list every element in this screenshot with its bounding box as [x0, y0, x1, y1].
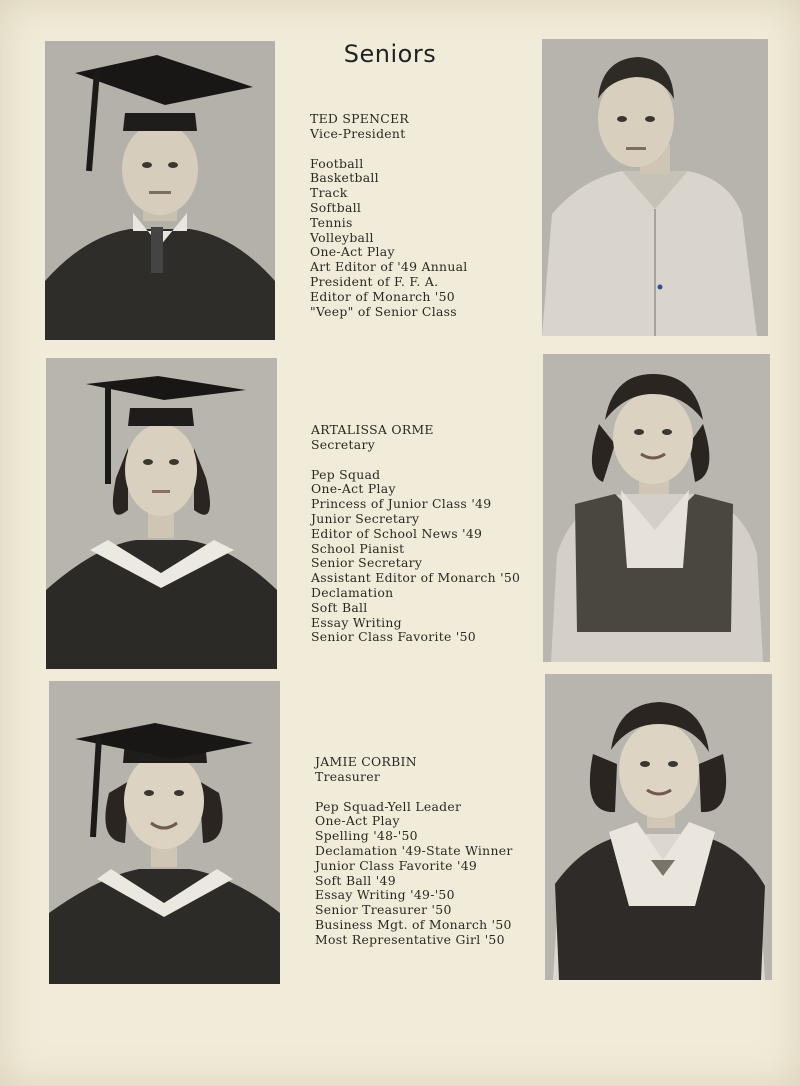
student-office: Secretary	[311, 436, 376, 452]
activity-item: Assistant Editor of Monarch '50	[311, 570, 521, 586]
student-name: JAMIE CORBIN	[315, 754, 417, 769]
spacer	[315, 785, 513, 800]
activity-item: Tennis	[310, 214, 353, 230]
activity-item: Business Mgt. of Monarch '50	[315, 916, 512, 932]
student-name: TED SPENCER	[310, 111, 410, 126]
activity-item: One-Act Play	[310, 244, 395, 260]
graduation-photo	[49, 681, 280, 984]
activity-item: Pep Squad	[311, 466, 381, 482]
casual-photo	[545, 674, 772, 980]
activity-item: Volleyball	[310, 229, 374, 245]
activity-item: One-Act Play	[315, 813, 400, 829]
student-name: ARTALISSA ORME	[311, 422, 434, 437]
student-bio-jamie-corbin	[315, 755, 513, 948]
activity-item: Pep Squad-Yell Leader	[315, 798, 462, 814]
student-bio-ted-spencer	[310, 112, 468, 319]
activity-item: Declamation	[311, 584, 394, 600]
activity-item: Track	[310, 185, 348, 201]
activity-list	[311, 468, 520, 646]
activity-item: Senior Treasurer '50	[315, 902, 452, 918]
activity-item: Football	[310, 155, 364, 171]
activity-item: Princess of Junior Class '49	[311, 496, 492, 512]
activity-item: Art Editor of '49 Annual	[310, 259, 468, 275]
activity-item: Soft Ball	[311, 599, 368, 615]
activity-item: Softball	[310, 199, 362, 215]
activity-item: Editor of Monarch '50	[310, 288, 455, 304]
student-office: Vice-President	[310, 125, 406, 141]
activity-item: Spelling '48-'50	[315, 828, 418, 844]
activity-item: Senior Class Favorite '50	[311, 629, 476, 645]
casual-photo	[543, 354, 770, 662]
activity-item: Basketball	[310, 170, 379, 186]
activity-item: Declamation '49-State Winner	[315, 842, 513, 858]
activity-item: One-Act Play	[311, 481, 396, 497]
page-title: Seniors	[343, 40, 437, 68]
spacer	[310, 142, 468, 157]
activity-item: Soft Ball '49	[315, 872, 396, 888]
activity-item: "Veep" of Senior Class	[310, 303, 457, 319]
graduation-photo	[45, 41, 275, 340]
activity-item: School Pianist	[311, 540, 405, 556]
activity-item: Senior Secretary	[311, 555, 423, 571]
activity-item: Most Representative Girl '50	[315, 931, 505, 947]
student-bio-artalissa-orme	[311, 423, 520, 645]
activity-item: Junior Secretary	[311, 510, 420, 526]
activity-list	[310, 157, 468, 320]
activity-item: Essay Writing '49-'50	[315, 887, 455, 903]
activity-item: Editor of School News '49	[311, 525, 483, 541]
student-office: Treasurer	[315, 768, 381, 784]
activity-item: Junior Class Favorite '49	[315, 857, 478, 873]
spacer	[311, 453, 520, 468]
graduation-photo	[46, 358, 277, 669]
activity-item: President of F. F. A.	[310, 273, 439, 289]
casual-photo	[542, 39, 768, 336]
activity-list	[315, 800, 513, 948]
activity-item: Essay Writing	[311, 614, 402, 630]
